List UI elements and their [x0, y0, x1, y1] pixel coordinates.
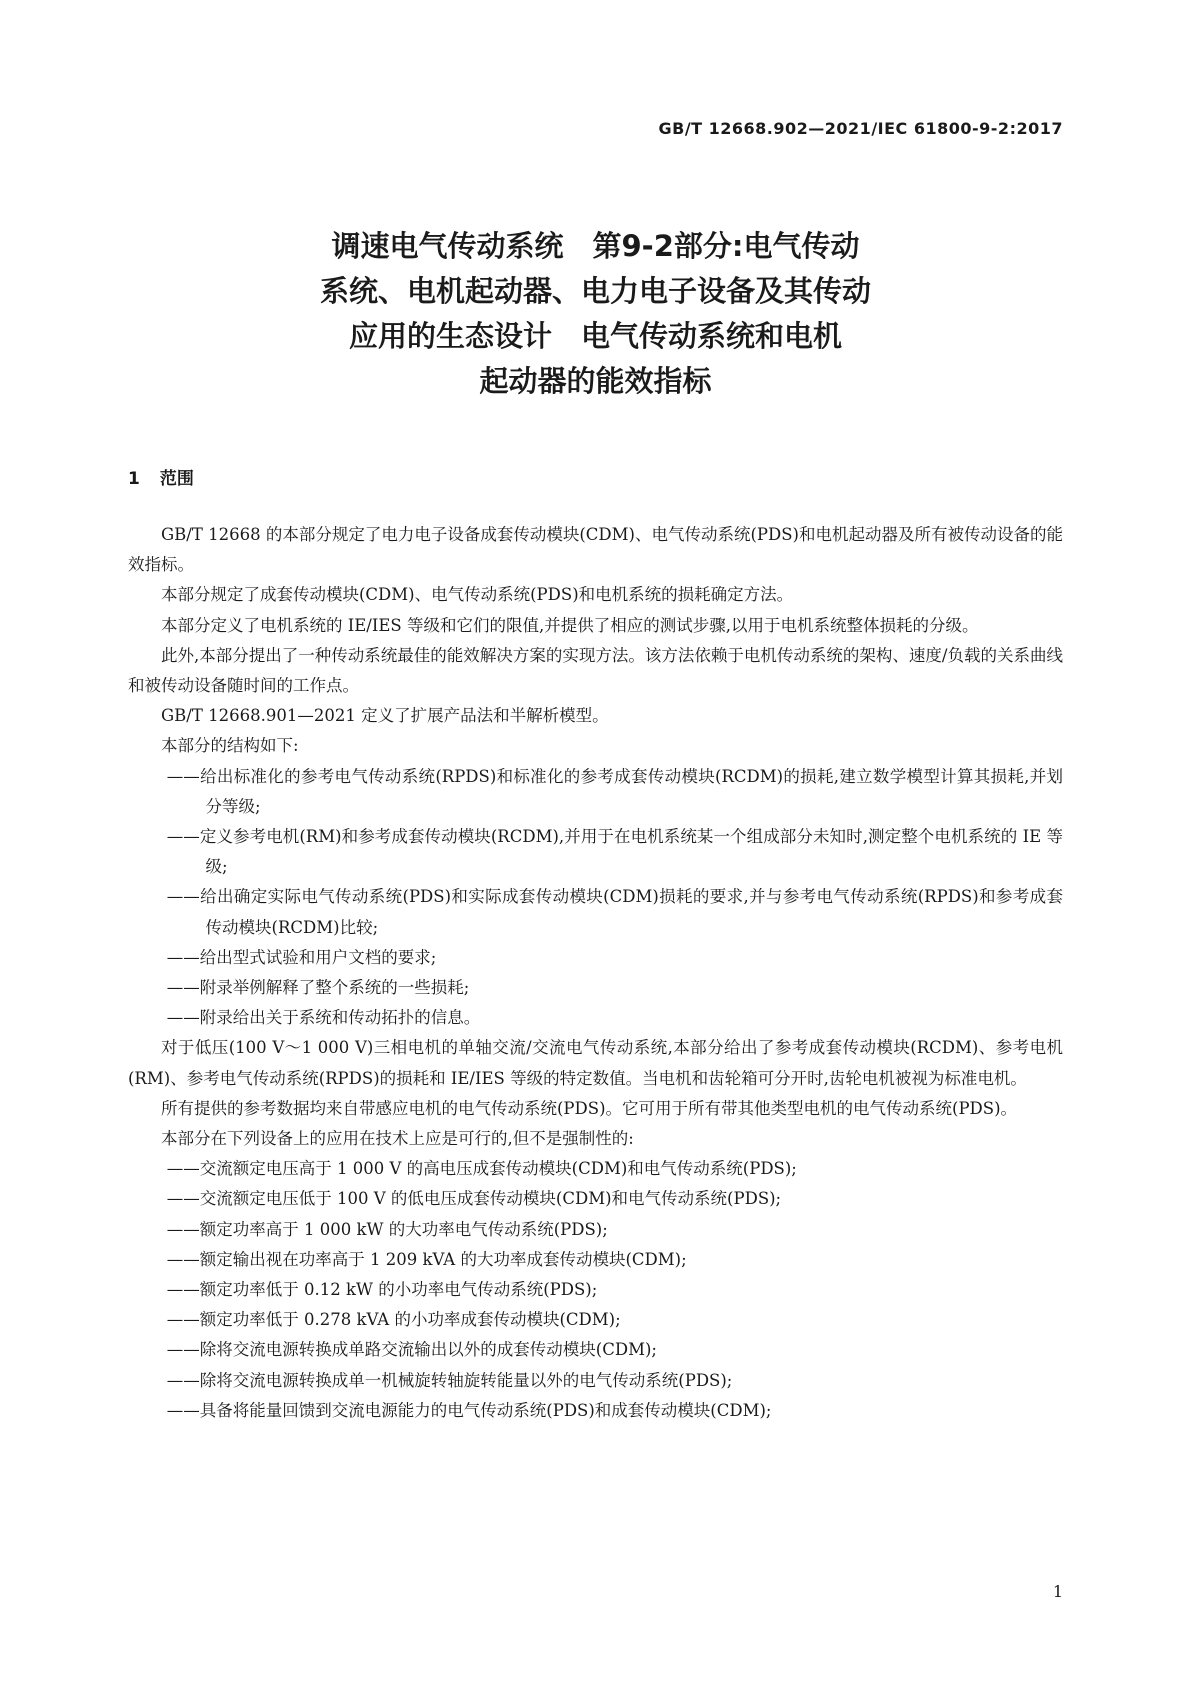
standard-code: GB/T 12668.902—2021/IEC 61800-9-2:2017 [658, 119, 1063, 138]
list-item: ——附录给出关于系统和传动拓扑的信息。 [166, 1008, 481, 1028]
paragraph: 本部分定义了电机系统的 IE/IES 等级和它们的限值,并提供了相应的测试步骤,以用于电机系统整体损耗的分级。 [161, 615, 979, 635]
title-line: 起动器的能效指标 [479, 364, 712, 398]
list-item: ——除将交流电源转换成单一机械旋转轴旋转能量以外的电气传动系统(PDS); [166, 1370, 733, 1390]
list-item: ——交流额定电压高于 1 000 V 的高电压成套传动模块(CDM)和电气传动系统(PDS); [166, 1159, 797, 1179]
list-item: ——额定功率高于 1 000 kW 的大功率电气传动系统(PDS); [166, 1219, 608, 1239]
list-item: ——具备将能量回馈到交流电源能力的电气传动系统(PDS)和成套传动模块(CDM); [166, 1400, 772, 1420]
section-heading [128, 464, 194, 489]
scope-content [128, 520, 1063, 1426]
list-item: ——除将交流电源转换成单路交流输出以外的成套传动模块(CDM); [166, 1340, 657, 1360]
list-item: ——额定功率低于 0.278 kVA 的小功率成套传动模块(CDM); [166, 1310, 621, 1330]
paragraph: 所有提供的参考数据均来自带感应电机的电气传动系统(PDS)。它可用于所有带其他类型电机的电气传动系统(PDS)。 [161, 1098, 1018, 1118]
page-number: 1 [1052, 1582, 1063, 1601]
list-item: ——额定功率低于 0.12 kW 的小功率电气传动系统(PDS); [166, 1280, 598, 1300]
list-item: ——附录举例解释了整个系统的一些损耗; [166, 978, 470, 998]
list-item: ——给出标准化的参考电气传动系统(RPDS)和标准化的参考成套传动模块(RCDM)的损耗,建立数学模型计算其损耗,并划分等级; [166, 766, 1063, 816]
title-line: 调速电气传动系统 第9-2部分:电气传动 [331, 229, 860, 263]
list-item: ——额定输出视在功率高于 1 209 kVA 的大功率成套传动模块(CDM); [166, 1249, 687, 1269]
paragraph: GB/T 12668 的本部分规定了电力电子设备成套传动模块(CDM)、电气传动系统(PDS)和电机起动器及所有被传动设备的能效指标。 [128, 525, 1063, 575]
list-item: ——交流额定电压低于 100 V 的低电压成套传动模块(CDM)和电气传动系统(PDS); [166, 1189, 782, 1209]
section-title: 范围 [159, 469, 194, 489]
paragraph: 此外,本部分提出了一种传动系统最佳的能效解决方案的实现方法。该方法依赖于电机传动系统的架构、速度/负载的关系曲线和被传动设备随时间的工作点。 [128, 645, 1063, 696]
title-line: 应用的生态设计 电气传动系统和电机 [348, 319, 842, 353]
list-item: ——给出型式试验和用户文档的要求; [166, 947, 437, 967]
list-item: ——给出确定实际电气传动系统(PDS)和实际成套传动模块(CDM)损耗的要求,并与参考电气传动系统(RPDS)和参考成套传动模块(RCDM)比较; [166, 887, 1063, 937]
paragraph: 本部分规定了成套传动模块(CDM)、电气传动系统(PDS)和电机系统的损耗确定方法。 [161, 585, 794, 605]
title-line: 系统、电机起动器、电力电子设备及其传动 [319, 274, 871, 308]
paragraph: GB/T 12668.901—2021 定义了扩展产品法和半解析模型。 [161, 706, 609, 726]
document-title [0, 224, 1191, 404]
paragraph: 本部分的结构如下: [161, 736, 299, 756]
paragraph: 对于低压(100 V～1 000 V)三相电机的单轴交流/交流电气传动系统,本部分给出了参考成套传动模块(RCDM)、参考电机(RM)、参考电气传动系统(RPDS)的损耗和 IE/IES 等级的特定数值。当电机和齿轮箱可分开时,齿轮电机被视为标准电机。 [128, 1038, 1063, 1088]
list-item: ——定义参考电机(RM)和参考成套传动模块(RCDM),并用于在电机系统某一个组成部分未知时,测定整个电机系统的 IE 等级; [166, 827, 1063, 877]
paragraph: 本部分在下列设备上的应用在技术上应是可行的,但不是强制性的: [161, 1129, 634, 1149]
application-list [128, 1154, 1063, 1426]
structure-list [128, 762, 1063, 1034]
section-number: 1 [128, 469, 140, 489]
